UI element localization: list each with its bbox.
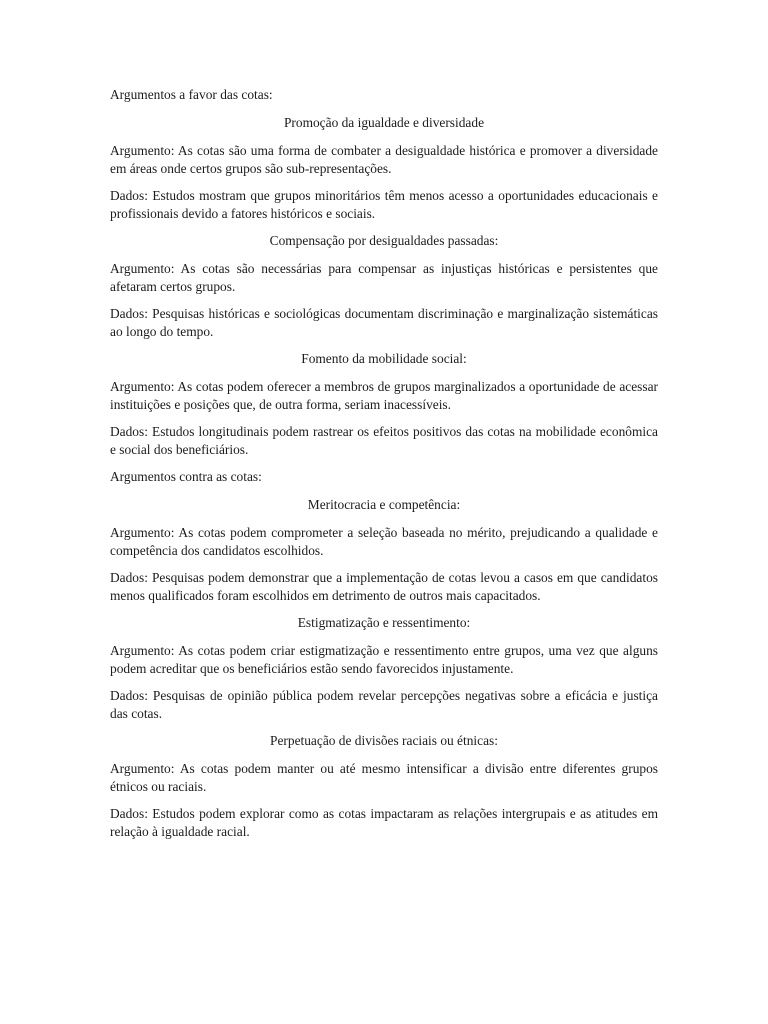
topic-data: Dados: Estudos mostram que grupos minoritários têm menos acesso a oportunidades educacionais e profissionais devido a fatores históricos e sociais. <box>110 188 658 221</box>
topic-heading: Meritocracia e competência: <box>307 497 461 512</box>
topic-argument: Argumento: As cotas podem oferecer a membros de grupos marginalizados a oportunidade de acessar instituições e posições que, de outra forma, seriam inacessíveis. <box>110 379 658 412</box>
topic-argument: Argumento: As cotas são uma forma de combater a desigualdade histórica e promover a diversidade em áreas onde certos grupos são sub-representações. <box>110 143 658 176</box>
topic-argument: Argumento: As cotas podem criar estigmatização e ressentimento entre grupos, uma vez que alguns podem acreditar que os beneficiários estão sendo favorecidos injustamente. <box>110 643 658 676</box>
section-intro-favor: Argumentos a favor das cotas: <box>110 87 273 102</box>
topic-argument: Argumento: As cotas podem manter ou até mesmo intensificar a divisão entre diferentes grupos étnicos ou raciais. <box>110 761 658 794</box>
topic-heading: Estigmatização e ressentimento: <box>297 615 471 630</box>
topic-heading: Compensação por desigualdades passadas: <box>269 233 499 248</box>
section-intro-against: Argumentos contra as cotas: <box>110 469 262 484</box>
topic-data: Dados: Estudos longitudinais podem rastrear os efeitos positivos das cotas na mobilidade econômica e social dos beneficiários. <box>110 424 658 457</box>
topic-data: Dados: Pesquisas de opinião pública podem revelar percepções negativas sobre a eficácia e justiça das cotas. <box>110 688 658 721</box>
topic-data: Dados: Estudos podem explorar como as cotas impactaram as relações intergrupais e as atitudes em relação à igualdade racial. <box>110 806 658 839</box>
topic-data: Dados: Pesquisas históricas e sociológicas documentam discriminação e marginalização sistemáticas ao longo do tempo. <box>110 306 658 339</box>
topic-heading: Fomento da mobilidade social: <box>301 351 467 366</box>
topic-argument: Argumento: As cotas são necessárias para compensar as injustiças históricas e persistentes que afetaram certos grupos. <box>110 261 658 294</box>
topic-argument: Argumento: As cotas podem comprometer a seleção baseada no mérito, prejudicando a qualidade e competência dos candidatos escolhidos. <box>110 525 658 558</box>
topic-heading: Promoção da igualdade e diversidade <box>283 115 485 130</box>
topic-heading: Perpetuação de divisões raciais ou étnicas: <box>270 733 498 748</box>
topic-data: Dados: Pesquisas podem demonstrar que a implementação de cotas levou a casos em que candidatos menos qualificados foram escolhidos em detrimento de outros mais capacitados. <box>110 570 658 603</box>
